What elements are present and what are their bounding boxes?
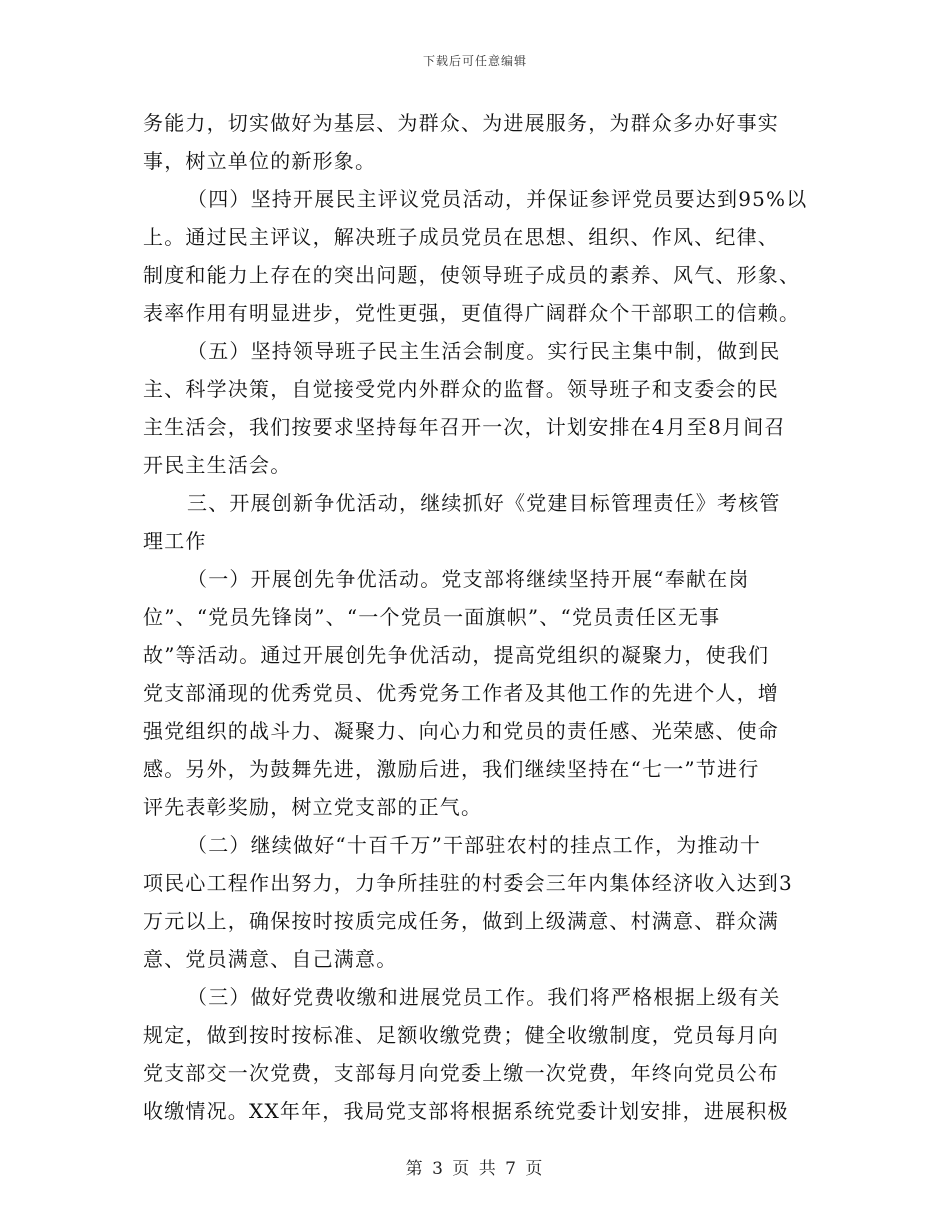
- page-number: 第 3 页 共 7 页: [405, 1159, 545, 1179]
- text-line: （五）坚持领导班子民主生活会制度。实行民主集中制，做到民: [187, 339, 781, 363]
- text-line: 主、科学决策，自觉接受党内外群众的监督。领导班子和支委会的民: [143, 377, 779, 401]
- text-line: 上。通过民主评议，解决班子成员党员在思想、组织、作风、纪律、: [143, 225, 779, 249]
- text-line: 强党组织的战斗力、凝聚力、向心力和党员的责任感、光荣感、使命: [143, 719, 779, 743]
- text-line: 项民心工程作出努力，力争所挂驻的村委会三年内集体经济收入达到3: [143, 871, 793, 895]
- text-line: 感。另外，为鼓舞先进，激励后进，我们继续坚持在“七一”节进行: [143, 757, 760, 781]
- text-line: （四）坚持开展民主评议党员活动，并保证参评党员要达到95%以: [187, 187, 808, 211]
- text-line: （三）做好党费收缴和进展党员工作。我们将严格根据上级有关: [187, 985, 781, 1009]
- section-heading: 三、开展创新争优活动，继续抓好《党建目标管理责任》考核管: [187, 491, 781, 515]
- text-line: 收缴情况。XX年年，我局党支部将根据系统党委计划安排，进展积极: [143, 1099, 789, 1123]
- document-body: [143, 104, 815, 1130]
- text-line: 党支部交一次党费，支部每月向党委上缴一次党费，年终向党员公布: [143, 1061, 779, 1085]
- text-line: 事，树立单位的新形象。: [143, 149, 377, 173]
- text-line: 党支部涌现的优秀党员、优秀党务工作者及其他工作的先进个人，增: [143, 681, 779, 705]
- text-line: 开民主生活会。: [143, 453, 292, 477]
- text-line: 意、党员满意、自己满意。: [143, 947, 398, 971]
- text-line: 故”等活动。通过开展创先争优活动，提高党组织的凝聚力，使我们: [143, 643, 770, 667]
- section-heading: 理工作: [143, 529, 207, 553]
- text-line: 表率作用有明显进步，党性更强，更值得广阔群众个干部职工的信赖。: [143, 301, 801, 325]
- text-line: 主生活会，我们按要求坚持每年召开一次，计划安排在4月至8月间召: [143, 415, 786, 439]
- page-header: 下载后可任意编辑: [422, 54, 527, 68]
- text-line: 位”、“党员先锋岗”、“一个党员一面旗帜”、“党员责任区无事: [143, 605, 721, 629]
- text-line: 规定，做到按时按标准、足额收缴党费；健全收缴制度，党员每月向: [143, 1023, 779, 1047]
- text-line: 务能力，切实做好为基层、为群众、为进展服务，为群众多办好事实: [143, 111, 779, 135]
- text-line: 万元以上，确保按时按质完成任务，做到上级满意、村满意、群众满: [143, 909, 779, 933]
- text-line: （二）继续做好“十百千万”干部驻农村的挂点工作，为推动十: [187, 833, 762, 857]
- text-line: （一）开展创先争优活动。党支部将继续坚持开展“奉献在岗: [187, 567, 750, 591]
- text-line: 评先表彰奖励，树立党支部的正气。: [143, 795, 483, 819]
- text-line: 制度和能力上存在的突出问题，使领导班子成员的素养、风气、形象、: [143, 263, 801, 287]
